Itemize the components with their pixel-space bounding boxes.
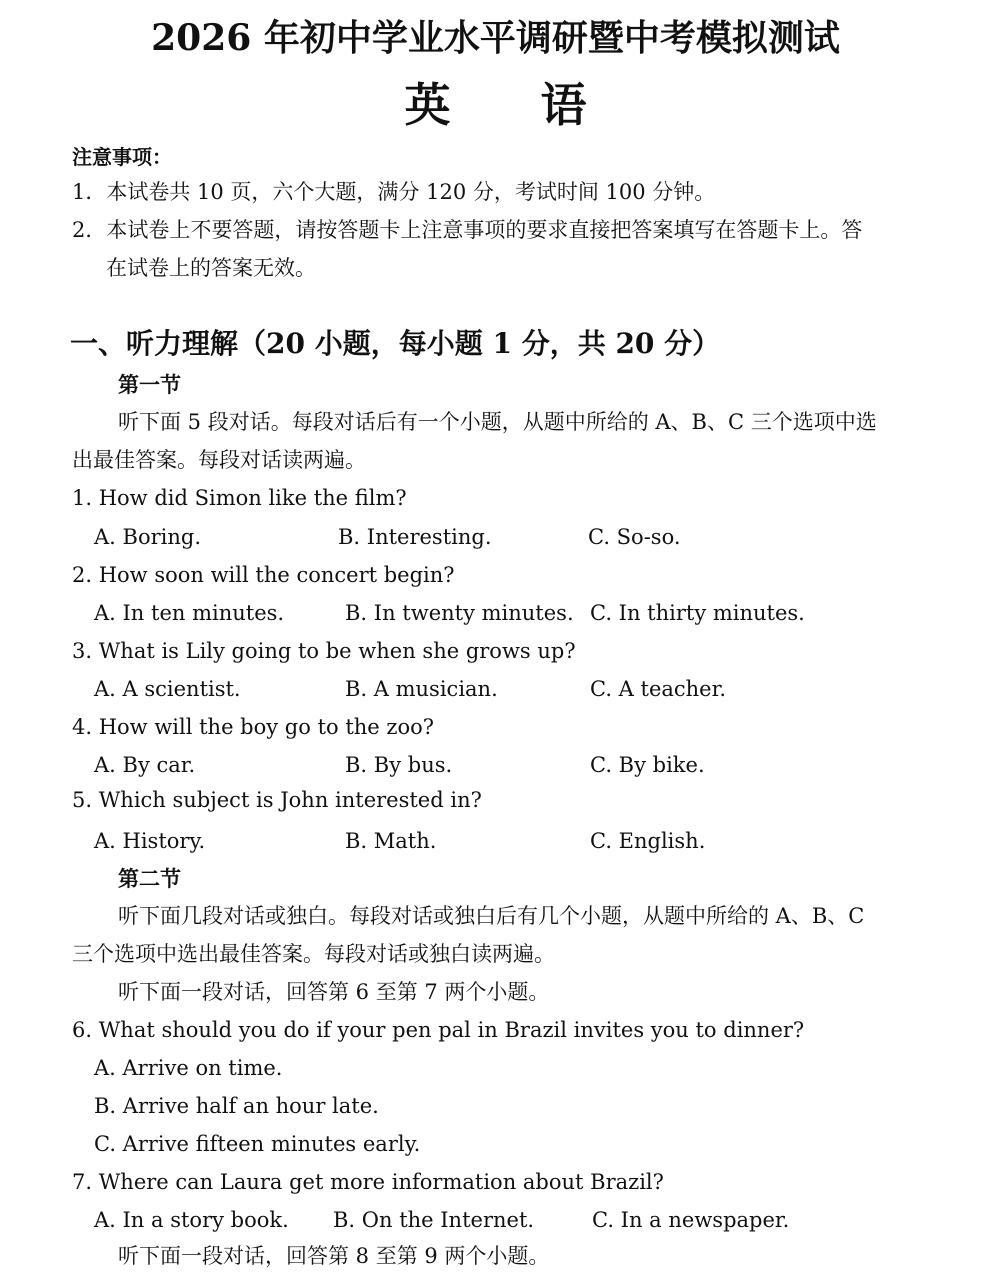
q6-option-a: A. Arrive on time. (94, 1056, 283, 1080)
q6-option-c: C. Arrive fifteen minutes early. (94, 1132, 421, 1156)
q6-option-b: B. Arrive half an hour late. (94, 1094, 379, 1118)
question-5: 5. Which subject is John interested in? (72, 788, 482, 812)
q3-option-b: B. A musician. (345, 677, 498, 701)
q5-option-c: C. English. (590, 829, 706, 853)
part1-instruction-1: 听下面 5 段对话。每段对话后有一个小题，从题中所给的 A、B、C 三个选项中选 (118, 410, 877, 434)
question-2: 2. How soon will the concert begin? (72, 563, 455, 587)
q7-option-a: A. In a story book. (94, 1208, 289, 1232)
q1-option-b: B. Interesting. (338, 525, 492, 549)
notice-item-2: 2．本试卷上不要答题，请按答题卡上注意事项的要求直接把答案填写在答题卡上。答 (72, 218, 863, 242)
question-7: 7. Where can Laura get more information about Brazil? (72, 1170, 664, 1194)
part2-label: 第二节 (118, 866, 181, 891)
part2-sub-instruction-1: 听下面一段对话，回答第 6 至第 7 两个小题。 (118, 980, 550, 1004)
q2-option-a: A. In ten minutes. (94, 601, 285, 625)
q3-option-a: A. A scientist. (94, 677, 241, 701)
part1-label: 第一节 (118, 372, 181, 397)
q1-option-c: C. So-so. (588, 525, 681, 549)
question-3: 3. What is Lily going to be when she grows up? (72, 639, 576, 663)
q4-option-b: B. By bus. (345, 753, 453, 777)
q7-option-c: C. In a newspaper. (592, 1208, 790, 1232)
section-heading: 一、听力理解（20 小题，每小题 1 分，共 20 分） (70, 327, 721, 360)
q4-option-a: A. By car. (94, 753, 196, 777)
q3-option-c: C. A teacher. (590, 677, 727, 701)
q4-option-c: C. By bike. (590, 753, 705, 777)
q2-option-c: C. In thirty minutes. (590, 601, 805, 625)
part1-instruction-2: 出最佳答案。每段对话读两遍。 (72, 448, 366, 472)
subject-title: 英语 (404, 78, 677, 132)
question-4: 4. How will the boy go to the zoo? (72, 715, 435, 739)
q2-option-b: B. In twenty minutes. (345, 601, 574, 625)
question-6: 6. What should you do if your pen pal in Brazil invites you to dinner? (72, 1018, 805, 1042)
q1-option-a: A. Boring. (94, 525, 201, 549)
part2-instruction-2: 三个选项中选出最佳答案。每段对话或独白读两遍。 (72, 942, 555, 966)
notice-heading: 注意事项： (72, 145, 172, 169)
q5-option-b: B. Math. (345, 829, 437, 853)
part2-instruction-1: 听下面几段对话或独白。每段对话或独白后有几个小题，从题中所给的 A、B、C (118, 904, 865, 928)
notice-item-2-cont: 在试卷上的答案无效。 (106, 256, 316, 280)
question-1: 1. How did Simon like the film? (72, 486, 407, 510)
exam-title: 2026 年初中学业水平调研暨中考模拟测试 (151, 17, 840, 59)
part2-sub-instruction-2: 听下面一段对话，回答第 8 至第 9 两个小题。 (118, 1244, 550, 1268)
q7-option-b: B. On the Internet. (333, 1208, 535, 1232)
notice-item-1: 1．本试卷共 10 页，六个大题，满分 120 分，考试时间 100 分钟。 (72, 180, 716, 204)
q5-option-a: A. History. (94, 829, 206, 853)
